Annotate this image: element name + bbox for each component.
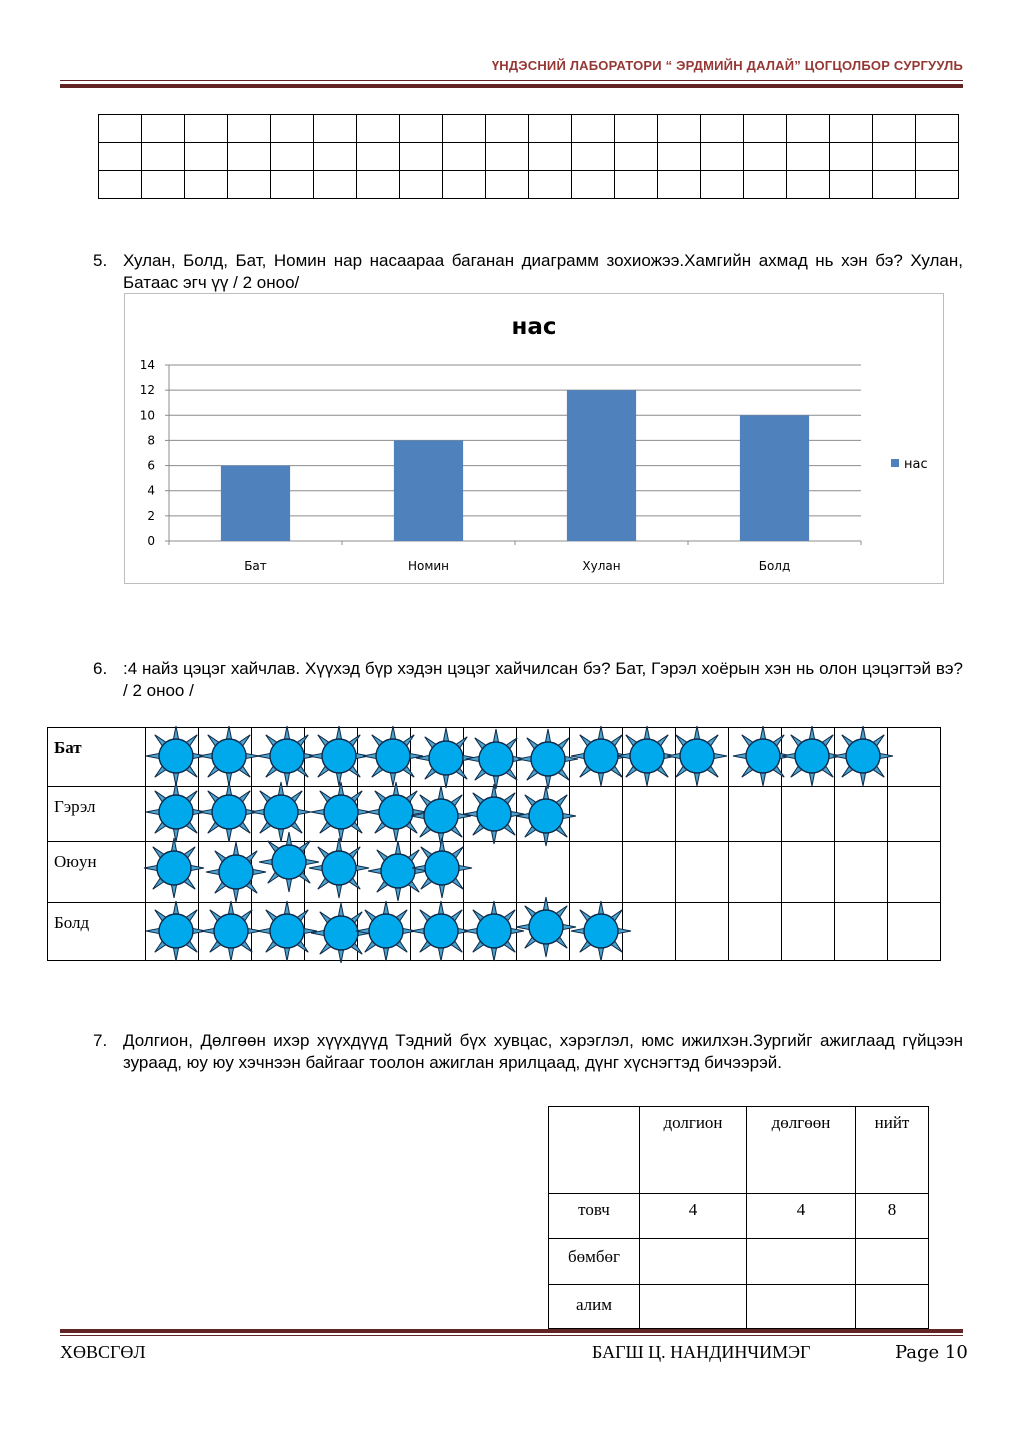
sticker-cell[interactable] bbox=[888, 728, 941, 787]
sticker-cell[interactable] bbox=[411, 903, 464, 961]
question-number: 6. bbox=[93, 659, 108, 678]
sticker-cell[interactable] bbox=[305, 903, 358, 961]
table-header-cell: нийт bbox=[856, 1107, 929, 1194]
grid-cell[interactable] bbox=[400, 115, 443, 143]
sticker-cell[interactable] bbox=[570, 787, 623, 842]
grid-cell[interactable] bbox=[658, 143, 701, 171]
header-rule-thin bbox=[60, 80, 963, 81]
grid-cell[interactable] bbox=[916, 115, 959, 143]
sticker-cell[interactable] bbox=[146, 842, 199, 903]
footer-location: ХӨВСГӨЛ bbox=[60, 1342, 146, 1362]
grid-cell[interactable] bbox=[314, 115, 357, 143]
sticker-cell[interactable] bbox=[146, 787, 199, 842]
grid-cell[interactable] bbox=[744, 143, 787, 171]
sticker-cell[interactable] bbox=[835, 787, 888, 842]
table-row-label: алим bbox=[549, 1285, 640, 1329]
grid-cell[interactable] bbox=[529, 115, 572, 143]
sticker-cell[interactable] bbox=[729, 787, 782, 842]
sticker-cell[interactable] bbox=[623, 903, 676, 961]
table-header-cell: долгион bbox=[640, 1107, 747, 1194]
grid-cell[interactable] bbox=[529, 143, 572, 171]
sticker-cell[interactable] bbox=[676, 842, 729, 903]
grid-cell[interactable] bbox=[572, 171, 615, 199]
table-row-label: бөмбөг bbox=[549, 1239, 640, 1285]
sticker-cell[interactable] bbox=[305, 787, 358, 842]
sticker-cell[interactable] bbox=[464, 842, 517, 903]
grid-cell[interactable] bbox=[873, 115, 916, 143]
sticker-cell[interactable] bbox=[729, 903, 782, 961]
y-tick-label: 10 bbox=[139, 408, 155, 423]
sticker-cell[interactable] bbox=[252, 842, 305, 903]
sticker-cell[interactable] bbox=[729, 728, 782, 787]
grid-cell[interactable] bbox=[443, 171, 486, 199]
grid-cell[interactable] bbox=[529, 171, 572, 199]
grid-cell[interactable] bbox=[185, 143, 228, 171]
grid-cell[interactable] bbox=[314, 171, 357, 199]
question-6 bbox=[93, 658, 963, 702]
table-row-label: товч bbox=[549, 1194, 640, 1239]
sticker-cell[interactable] bbox=[835, 903, 888, 961]
sticker-cell[interactable] bbox=[676, 903, 729, 961]
grid-cell[interactable] bbox=[271, 171, 314, 199]
grid-cell[interactable] bbox=[787, 143, 830, 171]
sticker-cell[interactable] bbox=[676, 728, 729, 787]
grid-cell[interactable] bbox=[271, 115, 314, 143]
grid-cell[interactable] bbox=[572, 143, 615, 171]
sticker-cell[interactable] bbox=[305, 728, 358, 787]
sticker-cell[interactable] bbox=[782, 842, 835, 903]
grid-cell[interactable] bbox=[744, 171, 787, 199]
table-cell[interactable]: 4 bbox=[640, 1194, 747, 1239]
table-cell[interactable] bbox=[640, 1239, 747, 1285]
child-name: Оюун bbox=[48, 842, 146, 903]
grid-cell[interactable] bbox=[873, 171, 916, 199]
sticker-cell[interactable] bbox=[888, 903, 941, 961]
items-count-table bbox=[548, 1106, 929, 1329]
sticker-cell[interactable] bbox=[146, 903, 199, 961]
footer-rule-thin bbox=[60, 1335, 963, 1336]
grid-cell[interactable] bbox=[357, 143, 400, 171]
grid-cell[interactable] bbox=[142, 171, 185, 199]
sticker-cell[interactable] bbox=[252, 728, 305, 787]
flower-count-table bbox=[47, 727, 941, 961]
table-row bbox=[48, 903, 941, 961]
sticker-cell[interactable] bbox=[411, 728, 464, 787]
sticker-cell[interactable] bbox=[570, 842, 623, 903]
sticker-cell[interactable] bbox=[782, 787, 835, 842]
y-tick-label: 0 bbox=[147, 534, 155, 548]
header-rule-thick bbox=[60, 84, 963, 88]
grid-cell[interactable] bbox=[873, 143, 916, 171]
grid-cell[interactable] bbox=[916, 143, 959, 171]
question-7 bbox=[93, 1030, 963, 1096]
grid-cell[interactable] bbox=[443, 115, 486, 143]
grid-cell[interactable] bbox=[615, 171, 658, 199]
sticker-cell[interactable] bbox=[464, 903, 517, 961]
table-cell[interactable] bbox=[747, 1239, 856, 1285]
table-cell[interactable]: 8 bbox=[856, 1194, 929, 1239]
grid-cell[interactable] bbox=[486, 115, 529, 143]
sticker-cell[interactable] bbox=[835, 842, 888, 903]
grid-cell[interactable] bbox=[701, 115, 744, 143]
grid-cell[interactable] bbox=[443, 143, 486, 171]
grid-cell[interactable] bbox=[99, 115, 142, 143]
grid-cell[interactable] bbox=[658, 115, 701, 143]
y-tick-label: 2 bbox=[147, 508, 155, 523]
sticker-cell[interactable] bbox=[305, 842, 358, 903]
grid-cell[interactable] bbox=[787, 171, 830, 199]
sticker-cell[interactable] bbox=[199, 903, 252, 961]
question-text: Долгион, Дөлгөөн ихэр хүүхдүүд Тэдний бүх хувцас, хэрэглэл, юмс ижилхэн.Зургийг ажиглаад гүйцээн зураад, юу юу хэчнээн байгааг тоолон ажиглан ярилцаад, дүнг хүснэгтэд бичээрэй. bbox=[123, 1031, 963, 1072]
sticker-cell[interactable] bbox=[623, 842, 676, 903]
grid-cell[interactable] bbox=[357, 115, 400, 143]
age-chart bbox=[124, 293, 944, 584]
grid-cell[interactable] bbox=[615, 143, 658, 171]
sticker-cell[interactable] bbox=[252, 787, 305, 842]
grid-cell[interactable] bbox=[916, 171, 959, 199]
grid-cell[interactable] bbox=[99, 171, 142, 199]
grid-cell[interactable] bbox=[615, 115, 658, 143]
table-row bbox=[48, 842, 941, 903]
grid-cell[interactable] bbox=[830, 143, 873, 171]
sticker-cell[interactable] bbox=[835, 728, 888, 787]
y-tick-label: 6 bbox=[147, 458, 155, 473]
question-number: 7. bbox=[93, 1031, 108, 1050]
grid-cell[interactable] bbox=[142, 143, 185, 171]
table-row bbox=[48, 787, 941, 842]
x-tick-label: Бат bbox=[244, 559, 267, 573]
sticker-cell[interactable] bbox=[570, 903, 623, 961]
sticker-cell[interactable] bbox=[517, 842, 570, 903]
question-text: :4 найз цэцэг хайчлав. Хүүхэд бүр хэдэн цэцэг хайчилсан бэ? Бат, Гэрэл хоёрын хэн нь олон цэцэгтэй вэ? / 2 оноо / bbox=[123, 659, 963, 700]
bar-3 bbox=[567, 390, 636, 541]
chart-plot bbox=[125, 294, 943, 583]
question-5 bbox=[93, 250, 963, 294]
grid-cell[interactable] bbox=[701, 143, 744, 171]
child-name: Гэрэл bbox=[48, 787, 146, 842]
footer-teacher: БАГШ Ц. НАНДИНЧИМЭГ bbox=[592, 1342, 811, 1362]
grid-cell[interactable] bbox=[830, 115, 873, 143]
grid-cell[interactable] bbox=[400, 171, 443, 199]
bar-4 bbox=[740, 415, 809, 541]
child-name: Бат bbox=[48, 728, 146, 787]
sticker-cell[interactable] bbox=[623, 787, 676, 842]
grid-cell[interactable] bbox=[271, 143, 314, 171]
legend-label: нас bbox=[904, 457, 928, 472]
school-header: ҮНДЭСНИЙ ЛАБОРАТОРИ “ ЭРДМИЙН ДАЛАЙ” ЦОГЦОЛБОР СУРГУУЛЬ bbox=[491, 58, 963, 73]
sticker-cell[interactable] bbox=[358, 728, 411, 787]
sticker-cell[interactable] bbox=[464, 728, 517, 787]
x-tick-label: Болд bbox=[758, 559, 791, 573]
grid-cell[interactable] bbox=[314, 143, 357, 171]
sticker-cell[interactable] bbox=[411, 842, 464, 903]
table-cell[interactable] bbox=[640, 1285, 747, 1329]
table-header-cell bbox=[549, 1107, 640, 1194]
table-cell[interactable]: 4 bbox=[747, 1194, 856, 1239]
x-tick-label: Хулан bbox=[582, 559, 621, 573]
chart-title: нас bbox=[511, 314, 557, 340]
sticker-cell[interactable] bbox=[782, 903, 835, 961]
sticker-cell[interactable] bbox=[358, 787, 411, 842]
table-cell[interactable] bbox=[747, 1285, 856, 1329]
grid-cell[interactable] bbox=[228, 171, 271, 199]
grid-cell[interactable] bbox=[357, 171, 400, 199]
sticker-cell[interactable] bbox=[199, 728, 252, 787]
table-header-cell: дөлгөөн bbox=[747, 1107, 856, 1194]
bar-1 bbox=[221, 466, 290, 541]
grid-cell[interactable] bbox=[744, 115, 787, 143]
grid-cell[interactable] bbox=[185, 115, 228, 143]
grid-cell[interactable] bbox=[142, 115, 185, 143]
sticker-cell[interactable] bbox=[888, 842, 941, 903]
y-tick-label: 4 bbox=[147, 483, 155, 498]
sticker-cell[interactable] bbox=[676, 787, 729, 842]
y-tick-label: 8 bbox=[147, 433, 155, 448]
sticker-cell[interactable] bbox=[252, 903, 305, 961]
question-text: Хулан, Болд, Бат, Номин нар насаараа баганан диаграмм зохиожээ.Хамгийн ахмад нь хэн бэ? Хулан, Батаас эгч үү / 2 оноо/ bbox=[123, 251, 963, 292]
y-tick-label: 14 bbox=[139, 358, 155, 372]
grid-cell[interactable] bbox=[658, 171, 701, 199]
grid-cell[interactable] bbox=[228, 143, 271, 171]
sticker-cell[interactable] bbox=[199, 787, 252, 842]
x-tick-label: Номин bbox=[407, 559, 450, 573]
sticker-cell[interactable] bbox=[517, 787, 570, 842]
grid-cell[interactable] bbox=[701, 171, 744, 199]
bar-2 bbox=[394, 440, 463, 541]
sticker-cell[interactable] bbox=[411, 787, 464, 842]
grid-cell[interactable] bbox=[572, 115, 615, 143]
sticker-cell[interactable] bbox=[146, 728, 199, 787]
y-tick-label: 12 bbox=[139, 383, 155, 398]
grid-cell[interactable] bbox=[486, 143, 529, 171]
sticker-cell[interactable] bbox=[782, 728, 835, 787]
grid-cell[interactable] bbox=[185, 171, 228, 199]
table-cell[interactable] bbox=[856, 1239, 929, 1285]
grid-cell[interactable] bbox=[228, 115, 271, 143]
grid-cell[interactable] bbox=[486, 171, 529, 199]
sticker-cell[interactable] bbox=[358, 842, 411, 903]
question-number: 5. bbox=[93, 251, 108, 270]
footer-rule-thick bbox=[60, 1329, 963, 1333]
sticker-cell[interactable] bbox=[199, 842, 252, 903]
grid-cell[interactable] bbox=[99, 143, 142, 171]
sticker-cell[interactable] bbox=[517, 903, 570, 961]
empty-answer-grid bbox=[98, 114, 959, 199]
grid-cell[interactable] bbox=[400, 143, 443, 171]
grid-cell[interactable] bbox=[830, 171, 873, 199]
legend-swatch bbox=[891, 459, 899, 467]
footer-page-number: Page 10 bbox=[895, 1342, 968, 1363]
table-row bbox=[48, 728, 941, 787]
sticker-cell[interactable] bbox=[570, 728, 623, 787]
grid-cell[interactable] bbox=[787, 115, 830, 143]
child-name: Болд bbox=[48, 903, 146, 961]
sticker-cell[interactable] bbox=[464, 787, 517, 842]
sticker-cell[interactable] bbox=[358, 903, 411, 961]
sticker-cell[interactable] bbox=[888, 787, 941, 842]
sticker-cell[interactable] bbox=[729, 842, 782, 903]
sticker-cell[interactable] bbox=[517, 728, 570, 787]
table-cell[interactable] bbox=[856, 1285, 929, 1329]
sticker-cell[interactable] bbox=[623, 728, 676, 787]
